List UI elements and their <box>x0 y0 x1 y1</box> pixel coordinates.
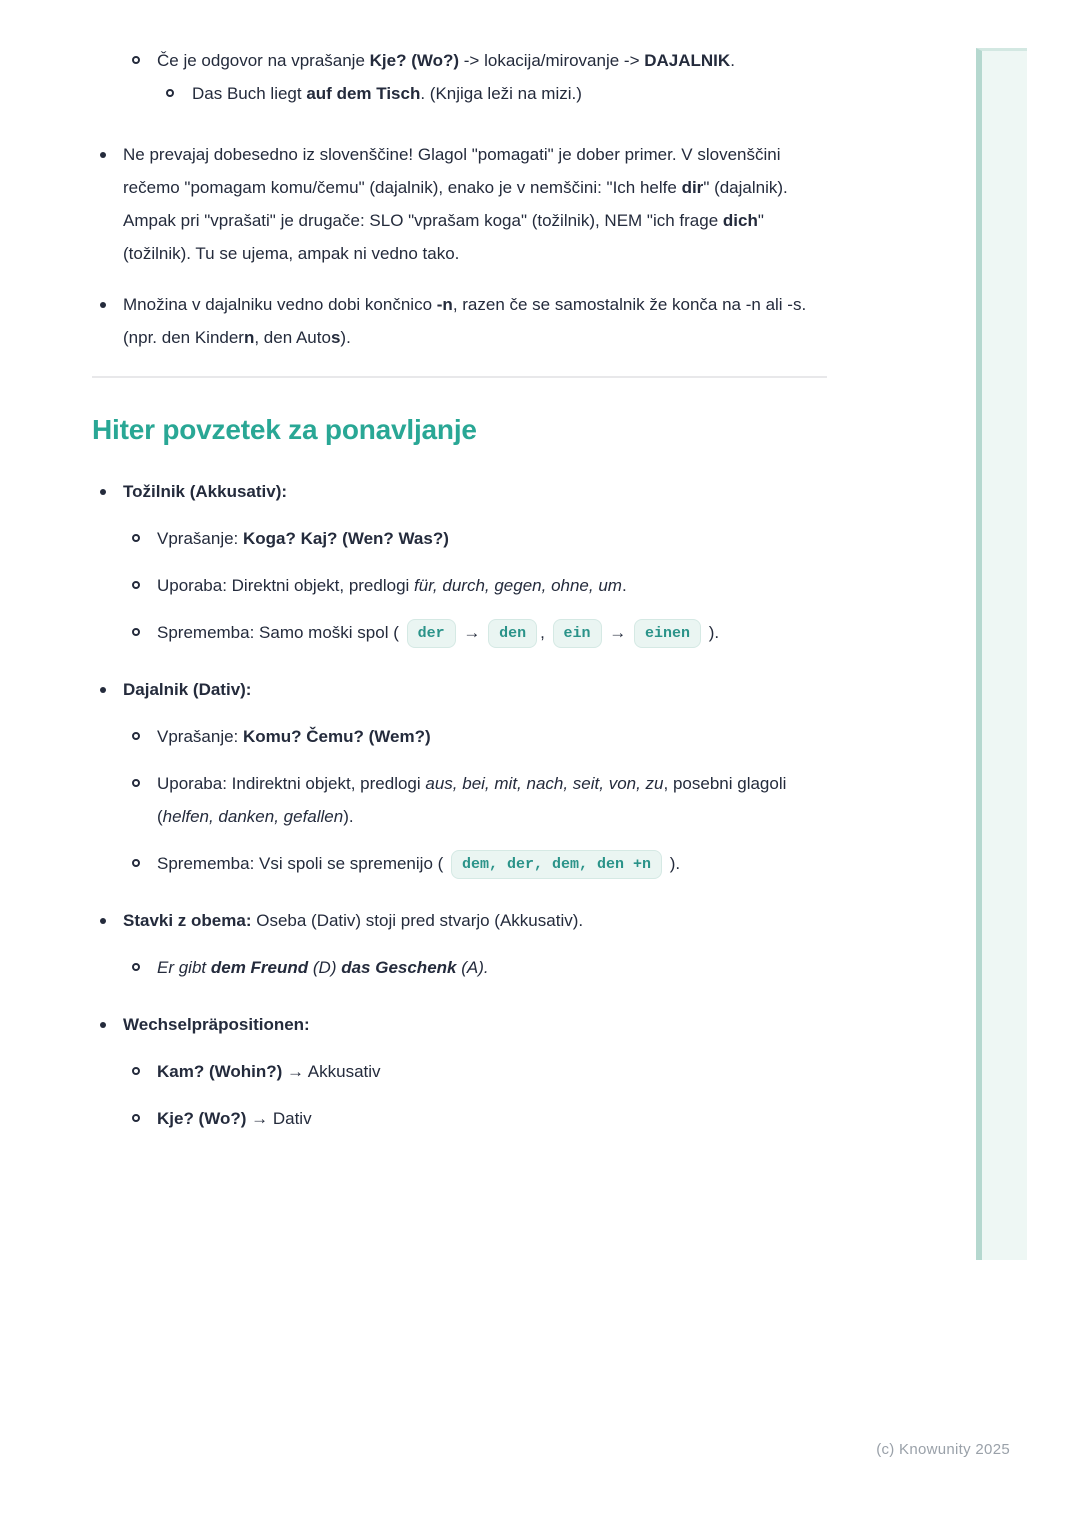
list-item-dajalnik-vprasanje <box>92 720 830 753</box>
list-item-dajalnik-uporaba <box>92 767 830 833</box>
list-item-text <box>157 727 431 746</box>
text-run: Sprememba: Vsi spoli se spremenijo ( <box>157 854 449 873</box>
solid-bullet-icon <box>100 152 106 158</box>
text-run: s <box>330 328 341 347</box>
list-item-text <box>157 854 680 873</box>
text-run: aus, bei, mit, nach, seit, von, zu <box>425 774 664 793</box>
text-run: Ne prevajaj dobesedno iz slovenščine! Glagol "pomagati" je dober primer. V slovenščini rečemo "pomagam komu/čemu" (dajalnik), enako je v nemščini: "Ich helfe <box>123 145 781 197</box>
hollow-bullet-icon <box>166 89 174 97</box>
hollow-bullet-icon <box>132 732 140 740</box>
code-badge: den <box>488 619 537 648</box>
code-badge: dem, der, dem, den +n <box>451 850 662 879</box>
text-run: " (tožilnik). Tu se ujema, ampak ni vedno tako. <box>123 211 764 263</box>
text-run: , den Auto <box>254 328 331 347</box>
text-run: helfen, danken, gefallen <box>162 807 344 826</box>
list-item-kje-example <box>92 77 830 110</box>
section-heading: Hiter povzetek za ponavljanje <box>92 414 477 445</box>
list-item-wechsel-kje <box>92 1102 830 1135</box>
text-run: (D) <box>308 958 342 977</box>
text-run: Uporaba: Indirektni objekt, predlogi <box>157 774 426 793</box>
solid-bullet-icon <box>100 1022 106 1028</box>
code-badge: ein <box>553 619 602 648</box>
list-item-wechsel-kam <box>92 1055 830 1088</box>
solid-bullet-icon <box>100 687 106 693</box>
hollow-bullet-icon <box>132 963 140 971</box>
text-run: Tožilnik (Akkusativ): <box>123 482 288 501</box>
list-item-wechsel <box>92 1008 830 1041</box>
text-run: → <box>458 623 486 642</box>
text-run: Komu? Čemu? (Wem?) <box>243 727 431 746</box>
text-run: ). <box>343 807 354 826</box>
list-item-dajalnik-sprememba <box>92 847 830 880</box>
list-item-text <box>157 529 449 548</box>
list-item-text <box>123 295 806 347</box>
text-run: , razen če se samostalnik že konča na -n ali -s. (npr. den Kinder <box>123 295 807 347</box>
text-run: Das Buch liegt <box>192 84 307 103</box>
list-item-text <box>123 911 583 930</box>
copyright-footer: (c) Knowunity 2025 <box>876 1441 1010 1458</box>
list-item-tozilnik-uporaba <box>92 569 830 602</box>
text-run: . <box>621 576 627 595</box>
text-run: DAJALNIK <box>644 51 731 70</box>
text-run: , posebni glagoli ( <box>157 774 787 826</box>
list-item-text <box>123 680 251 699</box>
solid-bullet-icon <box>100 918 106 924</box>
list-item-ne-prevajaj <box>92 138 830 270</box>
text-run: Koga? Kaj? (Wen? Was?) <box>243 529 449 548</box>
text-run: -> lokacija/mirovanje -> <box>459 51 645 70</box>
notes-content <box>92 44 830 1135</box>
list-item-text <box>123 482 287 501</box>
text-run: dir <box>681 178 704 197</box>
text-run: ). <box>704 623 720 642</box>
text-run: Er gibt <box>157 958 211 977</box>
text-run: Vprašanje: <box>157 529 243 548</box>
list-item-text <box>123 1015 310 1034</box>
text-run: Stavki z obema: <box>123 911 252 930</box>
text-run: Sprememba: Samo moški spol ( <box>157 623 404 642</box>
text-run: (A). <box>456 958 489 977</box>
text-run: ). <box>340 328 351 347</box>
hollow-bullet-icon <box>132 779 140 787</box>
text-run: → Dativ <box>246 1109 312 1128</box>
text-run: . (Knjiga leži na mizi.) <box>420 84 582 103</box>
text-run: Če je odgovor na vprašanje <box>157 51 370 70</box>
text-run: Kam? (Wohin?) <box>157 1062 283 1081</box>
code-badge: der <box>407 619 456 648</box>
list-item-tozilnik-sprememba <box>92 616 830 649</box>
list-item-text <box>157 576 627 595</box>
list-item-text <box>157 51 735 70</box>
code-badge: einen <box>634 619 701 648</box>
section-divider <box>92 376 827 378</box>
hollow-bullet-icon <box>132 534 140 542</box>
hollow-bullet-icon <box>132 1114 140 1122</box>
solid-bullet-icon <box>100 489 106 495</box>
list-item-text <box>157 1062 381 1081</box>
list-item-text <box>157 958 489 977</box>
text-run: Dajalnik (Dativ): <box>123 680 252 699</box>
list-item-tozilnik-vprasanje <box>92 522 830 555</box>
list-item-text <box>157 1109 312 1128</box>
text-run: " (dajalnik). Ampak pri "vprašati" je drugače: SLO "vprašam koga" (tožilnik), NEM "ich frage <box>123 178 788 230</box>
text-run: → <box>604 623 631 642</box>
text-run: Oseba (Dativ) stoji pred stvarjo (Akkusativ). <box>251 911 584 930</box>
text-run: , <box>540 623 550 642</box>
list-item-text <box>192 84 582 103</box>
list-item-text <box>123 145 788 263</box>
text-run: Kje? (Wo?) <box>157 1109 247 1128</box>
text-run: Uporaba: Direktni objekt, predlogi <box>157 576 415 595</box>
text-run: Množina v dajalniku vedno dobi končnico <box>123 295 437 314</box>
page-edge-highlight-bar <box>976 48 1027 1260</box>
text-run: Vprašanje: <box>157 727 243 746</box>
text-run: dem Freund <box>210 958 309 977</box>
text-run: auf dem Tisch <box>306 84 421 103</box>
text-run: das Geschenk <box>341 958 457 977</box>
solid-bullet-icon <box>100 302 106 308</box>
list-item-dajalnik <box>92 673 830 706</box>
hollow-bullet-icon <box>132 859 140 867</box>
hollow-bullet-icon <box>132 56 140 64</box>
hollow-bullet-icon <box>132 581 140 589</box>
text-run: Wechselpräpositionen: <box>123 1015 310 1034</box>
hollow-bullet-icon <box>132 1067 140 1075</box>
text-run: → Akkusativ <box>282 1062 381 1081</box>
list-item-stavki <box>92 904 830 937</box>
list-item-stavki-example <box>92 951 830 984</box>
hollow-bullet-icon <box>132 628 140 636</box>
text-run: n <box>243 328 255 347</box>
text-run: . <box>730 51 735 70</box>
list-item-tozilnik <box>92 475 830 508</box>
text-run: für, durch, gegen, ohne, um <box>414 576 622 595</box>
text-run: -n <box>436 295 453 314</box>
list-item-kje-rule <box>92 44 830 77</box>
list-item-text <box>157 774 786 826</box>
list-item-text <box>157 623 719 642</box>
text-run: ). <box>665 854 681 873</box>
list-item-mnozina <box>92 288 830 354</box>
text-run: dich <box>722 211 758 230</box>
text-run: Kje? (Wo?) <box>369 51 460 70</box>
